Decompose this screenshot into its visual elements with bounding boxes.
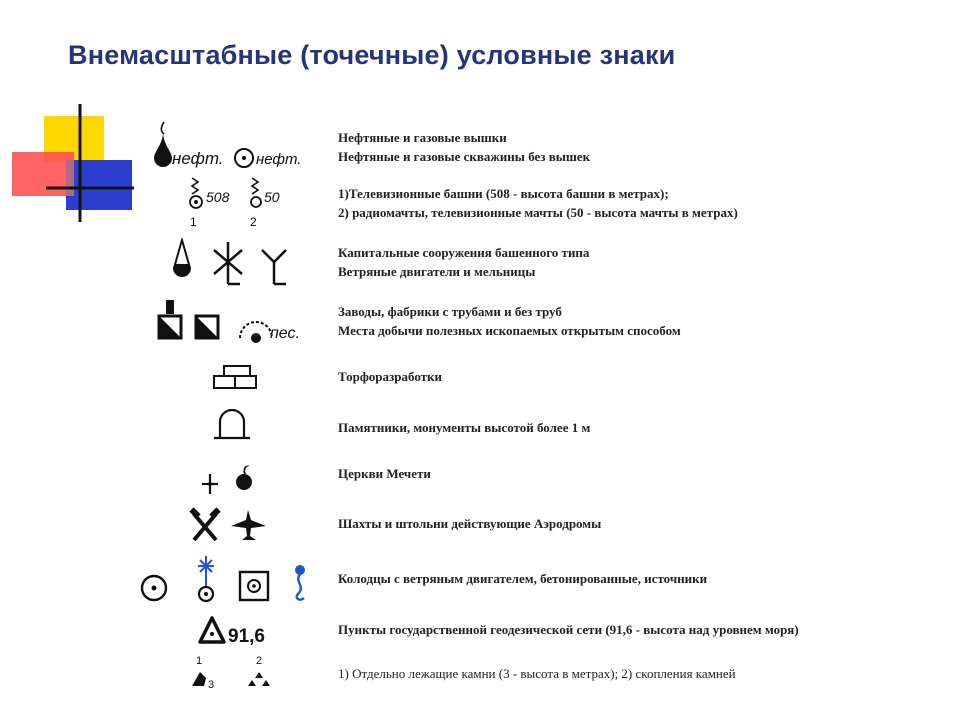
legend-stones: 1) Отдельно лежащие камни (3 - высота в метрах); 2) скопления камней <box>338 666 736 681</box>
stone-height-label: 3 <box>208 679 215 691</box>
mast-height-label: 50 <box>264 189 280 205</box>
mast-index: 2 <box>250 215 257 229</box>
tv-height-label: 508 <box>206 189 230 205</box>
factory-quarry-symbols <box>150 298 320 344</box>
legend-monuments: Памятники, монументы высотой более 1 м <box>338 420 591 435</box>
church-mosque-symbols <box>196 456 266 496</box>
tv-tower-symbols <box>180 174 310 230</box>
legend-towers-windmills: Капитальные сооружения башенного типа Ветряные двигатели и мельницы <box>338 245 590 279</box>
well-spring-symbols <box>140 552 320 608</box>
legend-mines-airfields: Шахты и штольни действующие Аэродромы <box>338 516 602 531</box>
oil-label-1: нефт. <box>172 149 224 168</box>
stone-index-1: 1 <box>196 655 203 667</box>
legend-geodetic: Пункты государственной геодезической сети (91,6 - высота над уровнем моря) <box>338 622 799 637</box>
decorative-squares <box>0 0 140 230</box>
stone-index-2: 2 <box>256 655 263 667</box>
peat-symbol <box>208 362 268 394</box>
legend-tv-towers: 1)Телевизионные башни (508 - высота башни в метрах); 2) радиомачты, телевизионные мачты (50 - высота мачты в метрах) <box>338 186 738 220</box>
legend-oil-gas: Нефтяные и газовые вышки Нефтяные и газовые скважины без вышек <box>338 130 591 164</box>
oil-gas-symbols <box>150 116 320 172</box>
tv-index: 1 <box>190 215 197 229</box>
legend-wells-springs: Колодцы с ветряным двигателем, бетонированные, источники <box>338 571 708 586</box>
monument-symbol <box>208 408 256 444</box>
legend-factories-quarries: Заводы, фабрики с трубами и без труб Места добычи полезных ископаемых открытым способом <box>338 304 681 338</box>
page-title: Внемасштабные (точечные) условные знаки <box>68 40 676 70</box>
legend-churches-mosques: Церкви Мечети <box>338 466 431 481</box>
stone-symbols <box>186 652 276 692</box>
oil-label-2: нефт. <box>256 151 302 168</box>
tower-windmill-symbols <box>168 238 298 288</box>
geodetic-height-label: 91,6 <box>228 626 265 647</box>
mine-airfield-symbols <box>186 506 276 546</box>
quarry-label: пес. <box>270 325 300 342</box>
geodetic-point-symbol <box>198 614 288 648</box>
legend-peat: Торфоразработки <box>338 369 443 384</box>
